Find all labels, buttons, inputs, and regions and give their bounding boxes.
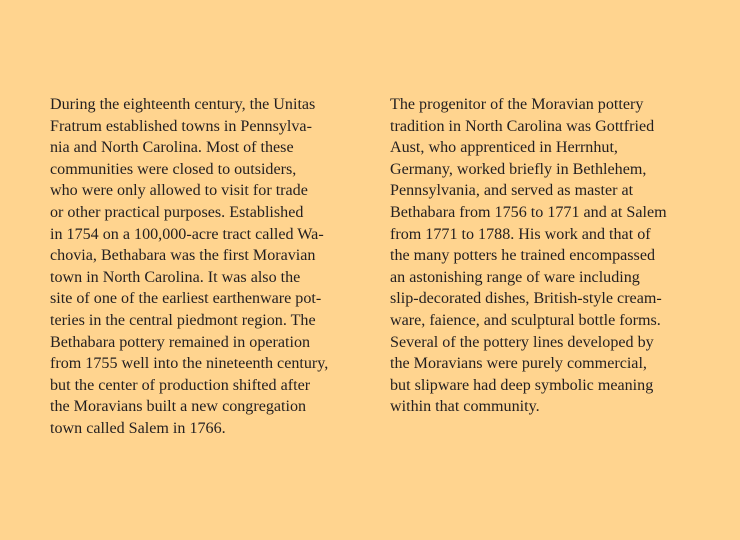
text-line: from 1755 well into the nineteenth century, <box>50 355 329 373</box>
text-line: an astonishing range of ware including <box>390 268 640 286</box>
text-line: or other practical purposes. Established <box>50 203 304 221</box>
right-paragraph <box>390 94 710 418</box>
text-line: Fratrum established towns in Pennsylva- <box>50 117 312 135</box>
text-line: site of one of the earliest earthenware pot- <box>50 290 322 308</box>
text-line: Pennsylvania, and served as master at <box>390 182 634 200</box>
text-line: Aust, who apprenticed in Herrnhut, <box>390 139 618 157</box>
text-line: within that community. <box>390 398 540 416</box>
text-line: town in North Carolina. It was also the <box>50 268 301 286</box>
text-line: from 1771 to 1788. His work and that of <box>390 225 651 243</box>
text-line: ware, faience, and sculptural bottle forms. <box>390 311 661 329</box>
text-line: who were only allowed to visit for trade <box>50 182 308 200</box>
text-line: but the center of production shifted after <box>50 376 311 394</box>
left-column <box>50 94 370 440</box>
text-line: town called Salem in 1766. <box>50 419 226 437</box>
text-line: nia and North Carolina. Most of these <box>50 139 294 157</box>
text-line: Bethabara pottery remained in operation <box>50 333 311 351</box>
text-line: teries in the central piedmont region. The <box>50 311 316 329</box>
right-column <box>390 94 710 418</box>
text-line: The progenitor of the Moravian pottery <box>390 96 644 113</box>
text-line: chovia, Bethabara was the first Moravian <box>50 247 316 265</box>
text-line: in 1754 on a 100,000-acre tract called Wa- <box>50 225 324 243</box>
text-line: tradition in North Carolina was Gottfried <box>390 117 655 135</box>
text-line: the Moravians built a new congregation <box>50 398 307 416</box>
text-line: Bethabara from 1756 to 1771 and at Salem <box>390 203 667 221</box>
left-paragraph <box>50 94 370 440</box>
text-line: Several of the pottery lines developed by <box>390 333 654 351</box>
text-line: During the eighteenth century, the Unitas <box>50 96 316 113</box>
text-line: slip-decorated dishes, British-style cream- <box>390 290 662 308</box>
text-line: but slipware had deep symbolic meaning <box>390 376 654 394</box>
text-line: the many potters he trained encompassed <box>390 247 656 265</box>
text-line: communities were closed to outsiders, <box>50 160 297 178</box>
text-line: Germany, worked briefly in Bethlehem, <box>390 160 647 178</box>
text-line: the Moravians were purely commercial, <box>390 355 647 373</box>
